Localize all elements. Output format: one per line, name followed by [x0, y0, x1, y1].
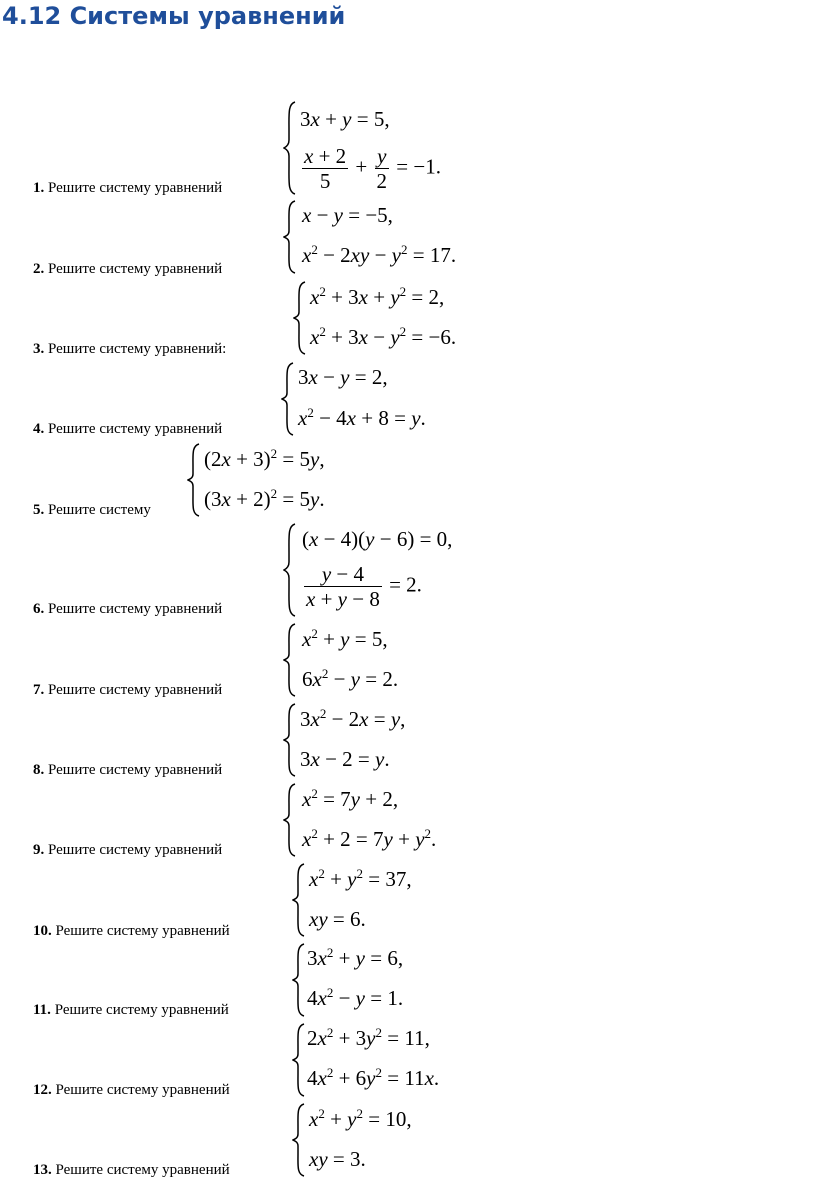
- problem-number: 9.: [33, 842, 45, 858]
- problem-text: Решите систему уравнений: [55, 1162, 230, 1178]
- problem-number: 11.: [33, 1002, 51, 1018]
- left-brace: [292, 1022, 306, 1098]
- problem-text: Решите систему уравнений:: [48, 341, 227, 357]
- equation: xy = 3.: [309, 1147, 366, 1171]
- equation: x − y = −5,: [302, 203, 393, 227]
- left-brace: [283, 199, 297, 275]
- left-brace: [293, 280, 307, 356]
- left-brace: [283, 522, 297, 618]
- problem-number: 4.: [33, 421, 45, 437]
- left-brace: [292, 1102, 306, 1178]
- equation: $(3x + 2)^2 = 5y$.: [204, 486, 325, 511]
- equation: $2x^2 + 3y^2 = 11$,: [307, 1025, 430, 1050]
- left-brace: [292, 942, 306, 1018]
- equation: $3x^2 + y = 6$,: [307, 945, 404, 970]
- left-brace: [292, 862, 306, 938]
- problem-text: Решите систему уравнений: [54, 1002, 229, 1018]
- problem-10-label: [33, 923, 230, 940]
- problem-number: 6.: [33, 601, 45, 617]
- equation: $x^2 - 2xy - y^2 = 17$.: [302, 242, 457, 267]
- equation: $6x^2 - y = 2$.: [302, 666, 399, 691]
- left-brace: [283, 782, 297, 858]
- equation: $x^2 + y^2 = 37$,: [309, 866, 412, 891]
- problem-text: Решите систему уравнений: [48, 601, 223, 617]
- problem-text: Решите систему уравнений: [55, 923, 230, 939]
- equation: $x^2 + y = 5$,: [302, 626, 388, 651]
- equation: $3x^2 - 2x = y$,: [300, 706, 406, 731]
- equation: 3x − y = 2,: [298, 365, 388, 389]
- problem-text: Решите систему уравнений: [48, 762, 223, 778]
- problem-number: 13.: [33, 1162, 52, 1178]
- problem-number: 12.: [33, 1082, 52, 1098]
- problem-1-label: [33, 180, 222, 197]
- problem-number: 8.: [33, 762, 45, 778]
- problem-8-label: [33, 762, 222, 779]
- problem-number: 2.: [33, 261, 45, 277]
- problem-text: Решите систему уравнений: [48, 682, 223, 698]
- left-brace: [281, 361, 295, 437]
- problem-9-label: [33, 842, 222, 859]
- equation: $4x^2 - y = 1$.: [307, 985, 404, 1010]
- problem-2-label: [33, 261, 222, 278]
- problem-number: 5.: [33, 502, 45, 518]
- problem-11-label: [33, 1002, 229, 1019]
- problem-12-label: [33, 1082, 230, 1099]
- equation: $4x^2 + 6y^2 = 11x$.: [307, 1065, 440, 1090]
- problem-number: 10.: [33, 923, 52, 939]
- left-brace: [187, 442, 201, 518]
- problem-3-label: [33, 341, 226, 358]
- problem-number: 3.: [33, 341, 45, 357]
- equation: $x^2 - 4x + 8 = y$.: [298, 405, 426, 430]
- problem-number: 7.: [33, 682, 45, 698]
- equation: $(2x + 3)^2 = 5y$,: [204, 446, 325, 471]
- left-brace: [283, 622, 297, 698]
- left-brace: [283, 100, 297, 196]
- equation: $x^2 + 2 = 7y + y^2$.: [302, 826, 437, 851]
- left-brace: [283, 702, 297, 778]
- problem-text: Решите систему: [48, 502, 151, 518]
- problem-4-label: [33, 421, 222, 438]
- equation: 3x + y = 5,: [300, 107, 390, 131]
- problem-5-label: [33, 502, 151, 519]
- problem-text: Решите систему уравнений: [48, 180, 223, 196]
- equation: (x − 4)(y − 6) = 0,: [302, 527, 453, 551]
- equation: $\frac{x + 2}{5}$ + $\frac{y}{2}$ = −1.: [304, 144, 441, 194]
- page-title: 4.12 Системы уравнений: [2, 2, 346, 30]
- equation: 3x − 2 = y.: [300, 747, 390, 771]
- equation: $x^2 + 3x + y^2 = 2$,: [310, 284, 445, 309]
- equation: xy = 6.: [309, 907, 366, 931]
- problem-6-label: [33, 601, 222, 618]
- equation: $x^2 + y^2 = 10$,: [309, 1106, 412, 1131]
- equation: $\frac{y - 4}{x + y - 8}$ = 2.: [306, 562, 422, 612]
- problem-text: Решите систему уравнений: [48, 261, 223, 277]
- equation: $x^2 + 3x - y^2 = -6$.: [310, 324, 457, 349]
- problem-7-label: [33, 682, 222, 699]
- equation: $x^2 = 7y + 2$,: [302, 786, 399, 811]
- problem-13-label: [33, 1162, 230, 1179]
- problem-number: 1.: [33, 180, 45, 196]
- problem-text: Решите систему уравнений: [55, 1082, 230, 1098]
- problem-text: Решите систему уравнений: [48, 842, 223, 858]
- problem-text: Решите систему уравнений: [48, 421, 223, 437]
